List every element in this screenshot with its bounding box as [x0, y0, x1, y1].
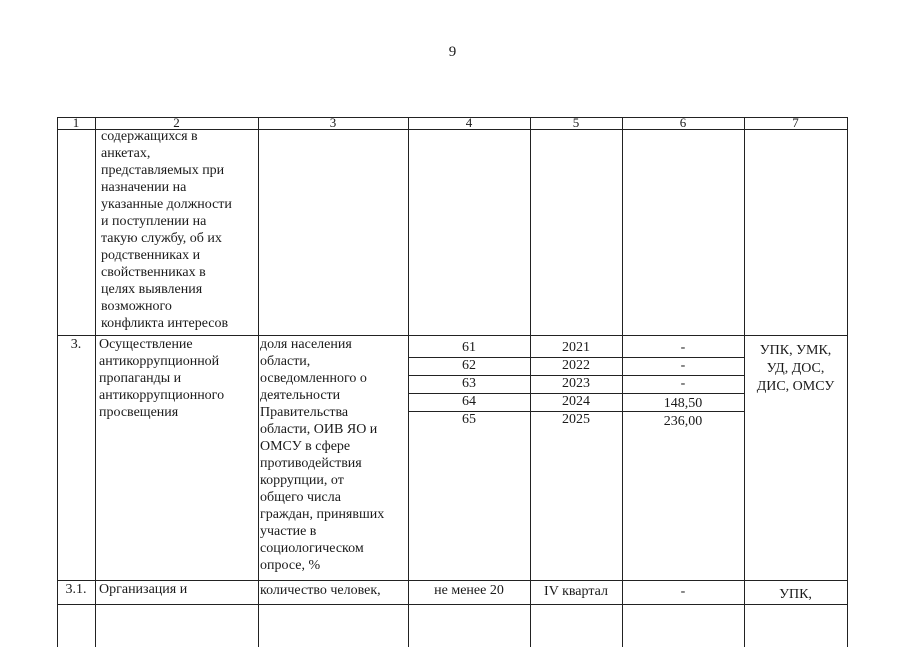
cell-line: Осуществление	[99, 337, 193, 352]
cell-line: представляемых при	[101, 163, 225, 178]
row3-amount: -	[680, 358, 686, 373]
data-table	[57, 117, 848, 647]
cell-line: анкетах,	[101, 146, 151, 161]
row3-value: 62	[462, 358, 476, 373]
cell-line: просвещения	[99, 405, 179, 420]
row3-value: 64	[462, 394, 476, 409]
col-divider-1-2	[95, 117, 96, 647]
cell-line: свойственниках в	[101, 265, 206, 280]
row-divider-cont-3	[57, 335, 848, 336]
row3-amount: -	[680, 376, 686, 391]
cell-line: социологическом	[260, 541, 364, 556]
table-border-left	[57, 117, 58, 647]
col-divider-2-3	[258, 117, 259, 647]
cell-line: УД, ДОС,	[766, 361, 825, 376]
row3-amount: 148,50	[663, 396, 703, 411]
cell-line: граждан, принявших	[260, 507, 385, 522]
row3-amount: -	[680, 340, 686, 355]
cell-line: содержащихся в	[101, 129, 198, 144]
row31-cell-col6: -	[680, 584, 686, 599]
row-31-bottom	[57, 604, 848, 605]
row31-cell-col2: Организация и	[99, 582, 188, 597]
cell-line: назначении на	[101, 180, 187, 195]
header-col-2: 2	[173, 115, 180, 130]
row31-cell-col7: УПК,	[779, 587, 812, 602]
row31-cell-col3: количество человек,	[260, 583, 381, 598]
cell-line: Правительства	[260, 405, 349, 420]
cell-line: целях выявления	[101, 282, 203, 297]
cell-line: возможного	[101, 299, 172, 314]
cell-line: доля населения	[260, 337, 352, 352]
cell-line: опросе, %	[260, 558, 321, 573]
cell-line: антикоррупционного	[99, 388, 225, 403]
cell-line: деятельности	[260, 388, 341, 403]
row31-number: 3.1.	[65, 582, 87, 597]
header-col-7: 7	[792, 115, 799, 130]
row31-cell-col4: не менее 20	[434, 583, 504, 598]
cell-line: коррупции, от	[260, 473, 344, 488]
cell-line: общего числа	[260, 490, 341, 505]
row-divider-3-31	[57, 580, 848, 581]
row3-year: 2024	[562, 394, 590, 409]
cell-line: области,	[260, 354, 311, 369]
cell-line: указанные должности	[101, 197, 232, 212]
cell-line: противодействия	[260, 456, 362, 471]
row3-number: 3.	[70, 337, 82, 352]
cell-line: участие в	[260, 524, 317, 539]
cell-line: и поступлении на	[101, 214, 207, 229]
header-col-6: 6	[679, 115, 687, 130]
cell-line: конфликта интересов	[101, 316, 229, 331]
row3-year: 2025	[562, 412, 590, 427]
row31-cell-col5: IV квартал	[544, 584, 608, 599]
table-border-right	[847, 117, 848, 647]
cell-line: ДИС, ОМСУ	[756, 379, 835, 394]
cell-line: такую службу, об их	[101, 231, 222, 246]
cell-line: УПК, УМК,	[759, 343, 832, 358]
row3-value: 63	[462, 376, 476, 391]
row3-year: 2021	[562, 340, 590, 355]
cell-line: родственниках и	[101, 248, 201, 263]
header-col-1: 1	[72, 115, 80, 130]
cell-line: пропаганды и	[99, 371, 182, 386]
row3-amount: 236,00	[663, 414, 703, 429]
row3-value: 61	[462, 340, 476, 355]
cell-line: ОМСУ в сфере	[260, 439, 351, 454]
row3-value: 65	[462, 412, 476, 427]
page-number: 9	[448, 44, 457, 60]
header-col-4: 4	[465, 115, 473, 130]
header-col-5: 5	[572, 115, 580, 130]
row3-year: 2023	[562, 376, 590, 391]
cell-line: осведомленного о	[260, 371, 367, 386]
cell-line: области, ОИВ ЯО и	[260, 422, 378, 437]
cell-line: антикоррупционной	[99, 354, 220, 369]
header-col-3: 3	[329, 115, 337, 130]
row3-year: 2022	[562, 358, 590, 373]
